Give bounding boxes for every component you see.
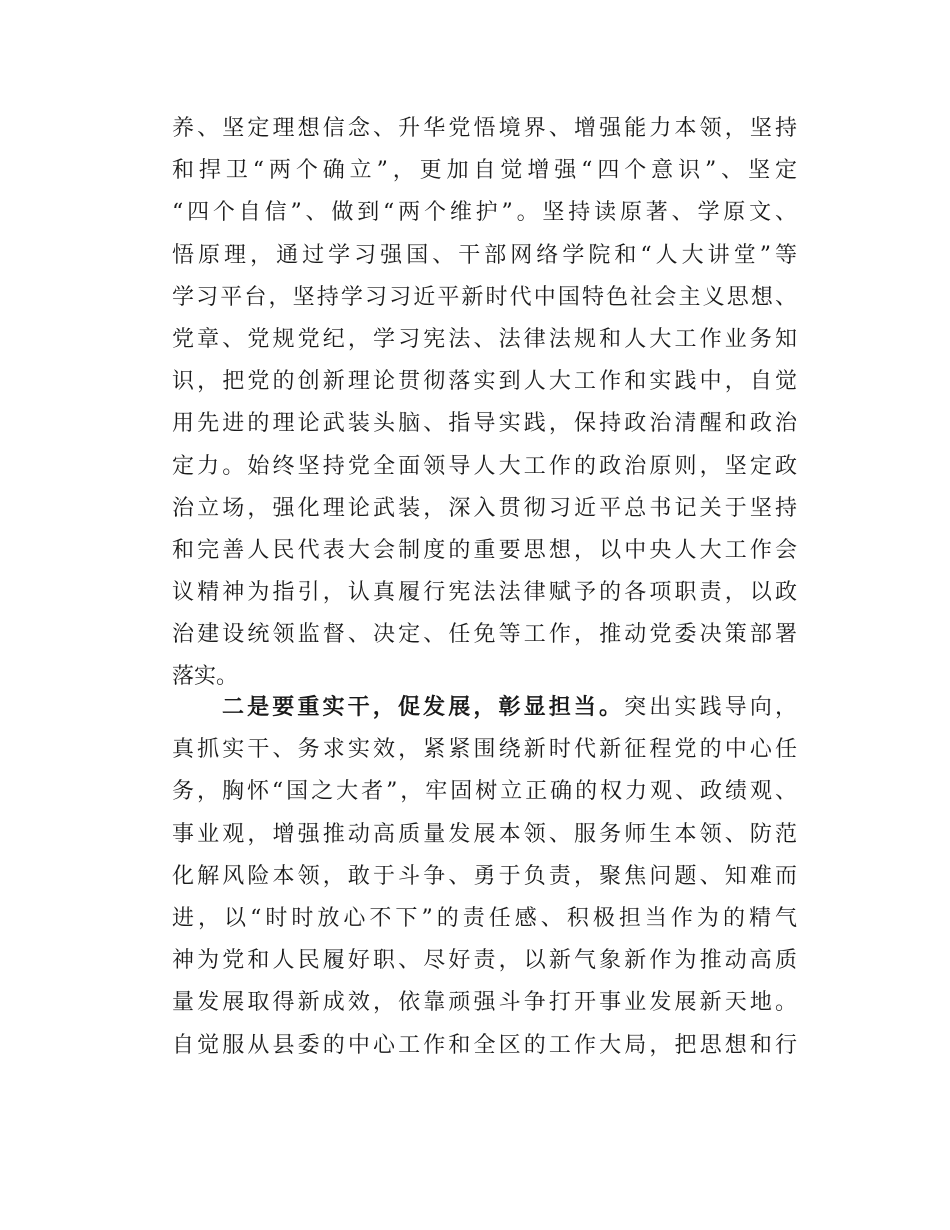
paragraph-2	[172, 687, 797, 1067]
paragraph-line: 议精神为指引，认真履行宪法法律赋予的各项职责，以政	[172, 580, 797, 606]
paragraph-line: 悟原理，通过学习强国、干部网络学院和“人大讲堂”等	[172, 242, 797, 268]
paragraph-line: 真抓实干、务求实效，紧紧围绕新时代新征程党的中心任	[172, 737, 797, 763]
paragraph-line: 落实。	[172, 664, 239, 690]
paragraph-first-line	[172, 687, 797, 729]
paragraph-line: 治立场，强化理论武装，深入贯彻习近平总书记关于坚持	[172, 495, 797, 521]
paragraph-line: 学习平台，坚持学习习近平新时代中国特色社会主义思想、	[172, 284, 797, 310]
paragraph-1	[172, 108, 797, 699]
paragraph-line: 和完善人民代表大会制度的重要思想，以中央人大工作会	[172, 537, 797, 563]
paragraph-line: 定力。始终坚持党全面领导人大工作的政治原则，坚定政	[172, 453, 797, 479]
paragraph-line: “四个自信”、做到“两个维护”。坚持读原著、学原文、	[172, 200, 797, 226]
paragraph-line: 化解风险本领，敢于斗争、勇于负责，聚焦问题、知难而	[172, 863, 797, 889]
paragraph-line: 识，把党的创新理论贯彻落实到人大工作和实践中，自觉	[172, 369, 797, 395]
paragraph-line: 治建设统领监督、决定、任免等工作，推动党委决策部署	[172, 622, 797, 648]
paragraph-line: 事业观，增强推动高质量发展本领、服务师生本领、防范	[172, 821, 797, 847]
paragraph-line: 养、坚定理想信念、升华党悟境界、增强能力本领，坚持	[172, 116, 797, 141]
paragraph-line: 进，以“时时放心不下”的责任感、积极担当作为的精气	[172, 905, 797, 931]
paragraph-line: 党章、党规党纪，学习宪法、法律法规和人大工作业务知	[172, 326, 797, 352]
paragraph-line: 自觉服从县委的中心工作和全区的工作大局，把思想和行	[172, 1032, 797, 1058]
paragraph-line: 量发展取得新成效，依靠顽强斗争打开事业发展新天地。	[172, 990, 797, 1016]
paragraph-line: 用先进的理论武装头脑、指导实践，保持政治清醒和政治	[172, 411, 797, 437]
paragraph-line: 神为党和人民履好职、尽好责，以新气象新作为推动高质	[172, 948, 797, 974]
paragraph-line: 务，胸怀“国之大者”，牢固树立正确的权力观、政绩观、	[172, 779, 797, 805]
heading-continuation: 突出实践导向，	[624, 695, 797, 720]
section-heading: 二是要重实干，促发展，彰显担当。	[222, 695, 625, 720]
paragraph-line: 和捍卫“两个确立”，更加自觉增强“四个意识”、坚定	[172, 158, 797, 184]
